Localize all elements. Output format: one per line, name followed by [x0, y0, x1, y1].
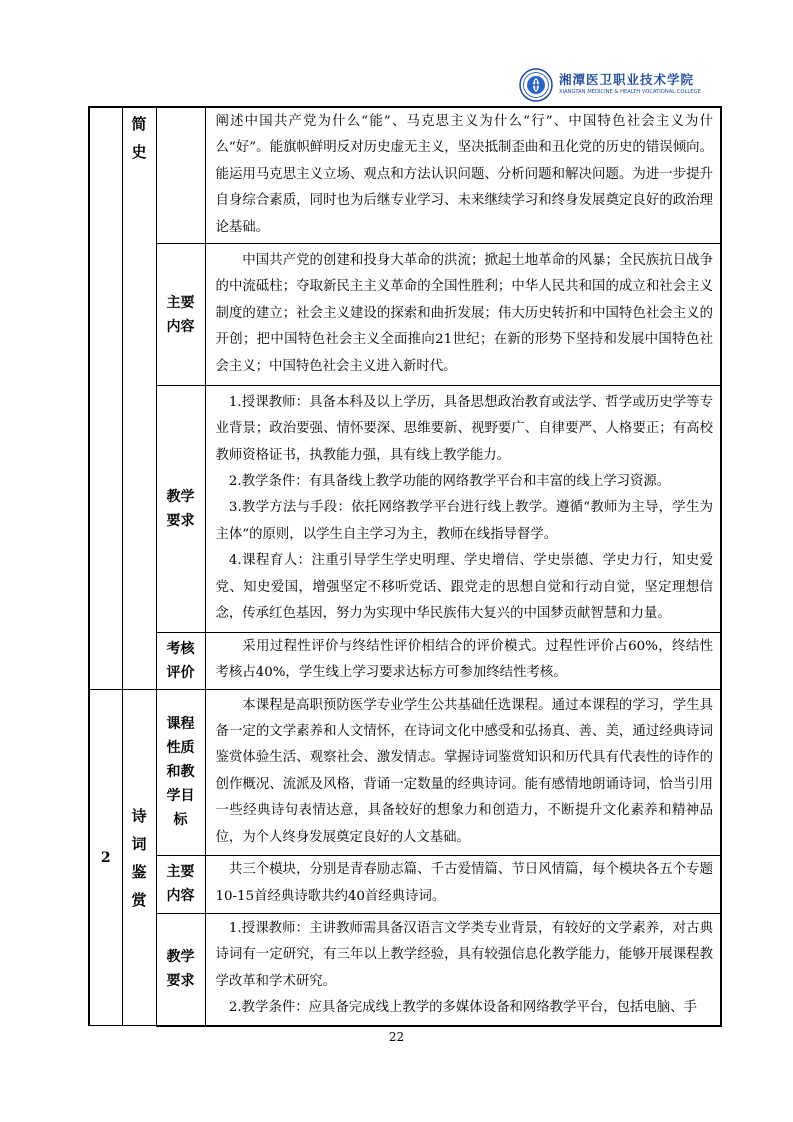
course1-teaching-req-label: 教学 要求: [156, 386, 205, 633]
course1-teaching-req-text: [205, 386, 721, 633]
course2-main-content-text: 共三个模块，分别是青春励志篇、千古爱情篇、节日风情篇，每个模块各五个专题10-15首经典诗歌共约40首经典诗词。: [205, 855, 721, 913]
table-row: [89, 633, 721, 690]
list-item: 3.教学方法与手段：依托网络教学平台进行线上教学。遵循“教师为主导，学生为主体”的原则，以学生自主学习为主，教师在线指导督学。: [215, 500, 713, 542]
college-logo: [519, 68, 719, 104]
course2-name: 诗 词 鉴 赏: [122, 689, 156, 1026]
course1-continued-label-cell: [156, 107, 205, 244]
list-item: 2.教学条件：应具备完成线上教学的多媒体设备和网络教学平台，包括电脑、手: [228, 1000, 697, 1016]
college-name: 湘潭医卫职业技术学院: [559, 72, 695, 87]
course2-main-content-label: 主要 内容: [156, 855, 205, 913]
course1-assessment-text: 采用过程性评价与终结性评价相结合的评价模式。过程性评价占60%，终结性考核占40%，学生线上学习要求达标方可参加终结性考核。: [205, 633, 721, 690]
course1-assessment-label: 考核 评价: [156, 633, 205, 690]
course1-main-content-label: 主要 内容: [156, 244, 205, 386]
table-row: [89, 244, 721, 386]
course1-number-cell: [89, 107, 122, 689]
college-emblem-icon: [519, 68, 553, 102]
course2-teaching-req-text: [205, 913, 721, 1026]
course-table: [88, 106, 722, 1027]
page-number: 22: [388, 1030, 405, 1044]
course2-nature-text: 本课程是高职预防医学专业学生公共基础任选课程。通过本课程的学习，学生具备一定的文学素养和人文情怀，在诗词文化中感受和弘扬真、善、美，通过经典诗词鉴赏体验生活、观察社会、激发情志。掌握诗词鉴赏知识和历代具有代表性的诗作的创作概况、流派及风格，背诵一定数量的经典诗词。能有感情地朗诵诗词，恰当引用一些经典诗句表情达意，具备较好的想象力和创造力，不断提升文化素养和精神品位，为个人终身发展奠定良好的人文基础。: [205, 689, 721, 855]
list-item: 1.授课教师：具备本科及以上学历，具备思想政治教育或法学、哲学或历史学等专业背景；政治要强、情怀要深、思维要新、视野要广、自律要严、人格要正；有高校教师资格证书，执教能力强，具有线上教学能力。: [215, 394, 713, 463]
course1-name: 简 史: [122, 107, 156, 689]
table-row: [89, 689, 721, 855]
course2-number: 2: [89, 689, 122, 1026]
table-row: [89, 855, 721, 913]
table-row: [89, 386, 721, 633]
table-row: [89, 913, 721, 1026]
list-item: 1.授课教师：主讲教师需具备汉语言文学类专业背景，有较好的文学素养，对古典诗词有一定研究，有三年以上教学经验，具有较强信息化教学能力，能够开展课程教学改革和学术研究。: [215, 921, 713, 989]
course2-teaching-req-label: 教学 要求: [156, 913, 205, 1026]
college-name-en: XIANGTAN MEDICINE & HEALTH VOCATIONAL COLLEGE: [559, 89, 701, 95]
course1-main-content-text: 中国共产党的创建和投身大革命的洪流；掀起土地革命的风暴；全民族抗日战争的中流砥柱；夺取新民主主义革命的全国性胜利；中华人民共和国的成立和社会主义制度的建立；社会主义建设的探索和曲折发展；伟大历史转折和中国特色社会主义的开创；把中国特色社会主义全面推向21世纪；在新的形势下坚持和发展中国特色社会主义；中国特色社会主义进入新时代。: [205, 244, 721, 386]
course1-objective-text: 阐述中国共产党为什么“能”、马克思主义为什么“行”、中国特色社会主义为什么“好”。能旗帜鲜明反对历史虚无主义，坚决抵制歪曲和丑化党的历史的错误倾向。能运用马克思主义立场、观点和方法认识问题、分析问题和解决问题。为进一步提升自身综合素质，同时也为后继专业学习、未来继续学习和终身发展奠定良好的政治理论基础。: [205, 107, 721, 244]
list-item: 2.教学条件：有具备线上教学功能的网络教学平台和丰富的线上学习资源。: [228, 473, 671, 489]
table-row: [89, 107, 721, 244]
list-item: 4.课程育人：注重引导学生学史明理、学史增信、学史崇德、学史力行，知史爱党、知史爱国，增强坚定不移听党话、跟党走的思想自觉和行动自觉，坚定理想信念，传承红色基因，努力为实现中华民族伟大复兴的中国梦贡献智慧和力量。: [215, 553, 713, 621]
course2-nature-label: 课程 性质 和教 学目 标: [156, 689, 205, 855]
